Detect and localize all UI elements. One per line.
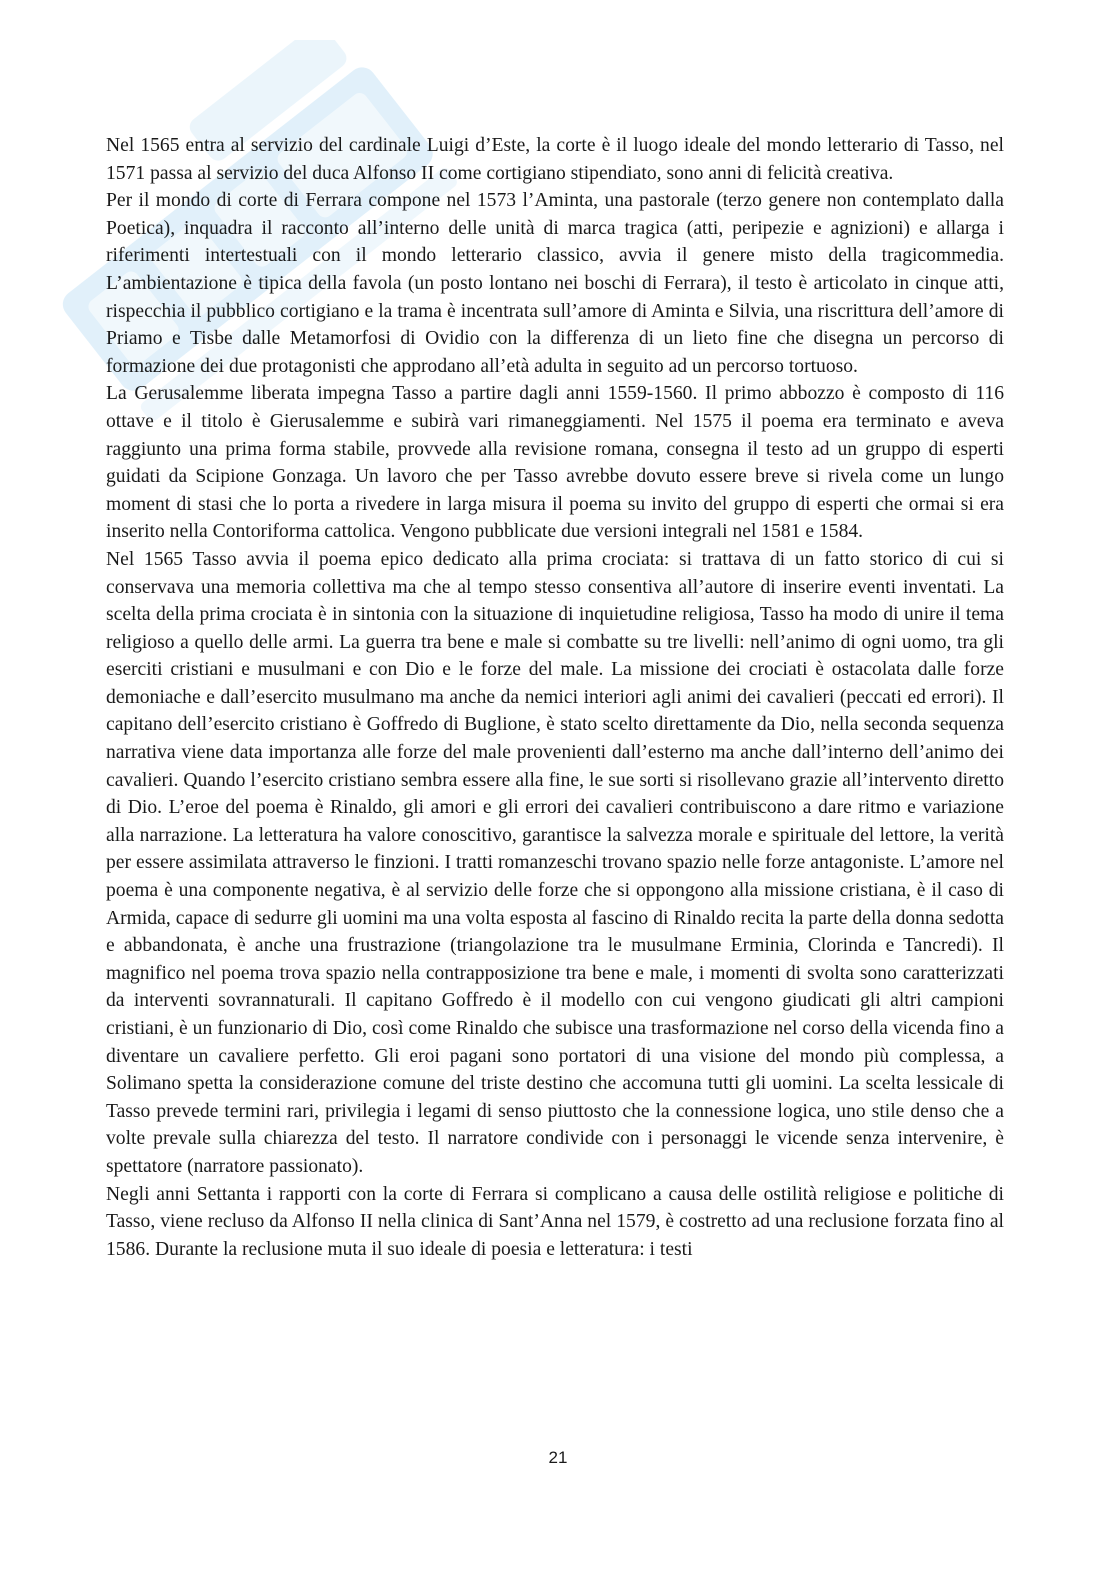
- paragraph: La Gerusalemme liberata impegna Tasso a partire dagli anni 1559-1560. Il primo abbozzo è composto di 116 ottave e il titolo è Gierusalemme e subirà vari rimaneggiamenti. Nel 1575 il poema era terminato e aveva raggiunto una prima forma stabile, provvede alla revisione romana, consegna il testo ad un gruppo di esperti guidati da Scipione Gonzaga. Un lavoro che per Tasso avrebbe dovuto essere breve si rivela come un lungo moment di stasi che lo porta a rivedere in larga misura il poema su invito del gruppo di esperti che ormai si era inserito nella Contoriforma cattolica. Vengono pubblicate due versioni integrali nel 1581 e 1584.: [106, 383, 1004, 543]
- paragraph: Nel 1565 entra al servizio del cardinale Luigi d’Este, la corte è il luogo ideale del mondo letterario di Tasso, nel 1571 passa al servizio del duca Alfonso II come cortigiano stipendiato, sono anni di felicità creativa.: [106, 135, 1004, 184]
- document-body: [106, 132, 1004, 1263]
- page-number: 21: [548, 1448, 568, 1467]
- paragraph: Nel 1565 Tasso avvia il poema epico dedicato alla prima crociata: si trattava di un fatto storico di cui si conservava una memoria collettiva ma che al tempo stesso consentiva all’autore di inserire eventi inventati. La scelta della prima crociata è in sintonia con la situazione di inquietudine religiosa, Tasso ha modo di unire il tema religioso a quello delle armi. La guerra tra bene e male si combatte su tre livelli: nell’animo di ogni uomo, tra gli eserciti cristiani e musulmani e con Dio e le forze del male. La missione dei crociati è ostacolata dalle forze demoniache e dall’esercito musulmano ma anche da nemici interiori agli animi dei cavalieri (peccati ed errori). Il capitano dell’esercito cristiano è Goffredo di Buglione, è stato scelto direttamente da Dio, nella seconda sequenza narrativa viene data importanza alle forze del male provenienti dall’esterno ma anche dall’interno dell’animo dei cavalieri. Quando l’esercito cristiano sembra essere alla fine, le sue sorti si risollevano grazie all’intervento diretto di Dio. L’eroe del poema è Rinaldo, gli amori e gli errori dei cavalieri contribuiscono a dare ritmo e variazione alla narrazione. La letteratura ha valore conoscitivo, garantisce la salvezza morale e spirituale del lettore, la verità per essere assimilata attraverso le finzioni. I tratti romanzeschi trovano spazio nelle forze antagoniste. L’amore nel poema è una componente negativa, è al servizio delle forze che si oppongono alla missione cristiana, è il caso di Armida, capace di sedurre gli uomini ma una volta esposta al fascino di Rinaldo recita la parte della donna sedotta e abbandonata, è anche una frustrazione (triangolazione tra le musulmane Erminia, Clorinda e Tancredi). Il magnifico nel poema trova spazio nella contrapposizione tra bene e male, i momenti di svolta sono caratterizzati da interventi sovrannaturali. Il capitano Goffredo è il modello con cui vengono giudicati gli altri campioni cristiani, è un funzionario di Dio, così come Rinaldo che subisce una trasformazione nel corso della vicenda fino a diventare un cavaliere perfetto. Gli eroi pagani sono portatori di una visione del mondo più complessa, a Solimano spetta la considerazione comune del triste destino che accomuna tutti gli uomini. La scelta lessicale di Tasso prevede termini rari, privilegia i legami di senso piuttosto che la connessione logica, uno stile denso che a volte prevale sulla chiarezza del testo. Il narratore condivide con i personaggi le vicende senza intervenire, è spettatore (narratore passionato).: [106, 548, 1004, 1177]
- paragraph: Per il mondo di corte di Ferrara compone nel 1573 l’Aminta, una pastorale (terzo genere non contemplato dalla Poetica), inquadra il racconto all’interno delle unità di marca tragica (atti, peripezie e agnizioni) e allarga i riferimenti intertestuali con il mondo letterario classico, avvia il genere misto della tragicommedia. L’ambientazione è tipica della favola (un posto lontano nei boschi di Ferrara), il testo è articolato in cinque atti, rispecchia il pubblico cortigiano e la trama è incentrata sull’amore di Aminta e Silvia, una riscrittura dell’amore di Priamo e Tisbe dalle Metamorfosi di Ovidio con la differenza di un lieto fine che disegna un percorso di formazione dei due protagonisti che approdano all’età adulta in seguito ad un percorso tortuoso.: [106, 190, 1004, 377]
- paragraph: Negli anni Settanta i rapporti con la corte di Ferrara si complicano a causa delle ostilità religiose e politiche di Tasso, viene recluso da Alfonso II nella clinica di Sant’Anna nel 1579, è costretto ad una reclusione forzata fino al 1586. Durante la reclusione muta il suo ideale di poesia e letteratura: i testi: [106, 1183, 1004, 1260]
